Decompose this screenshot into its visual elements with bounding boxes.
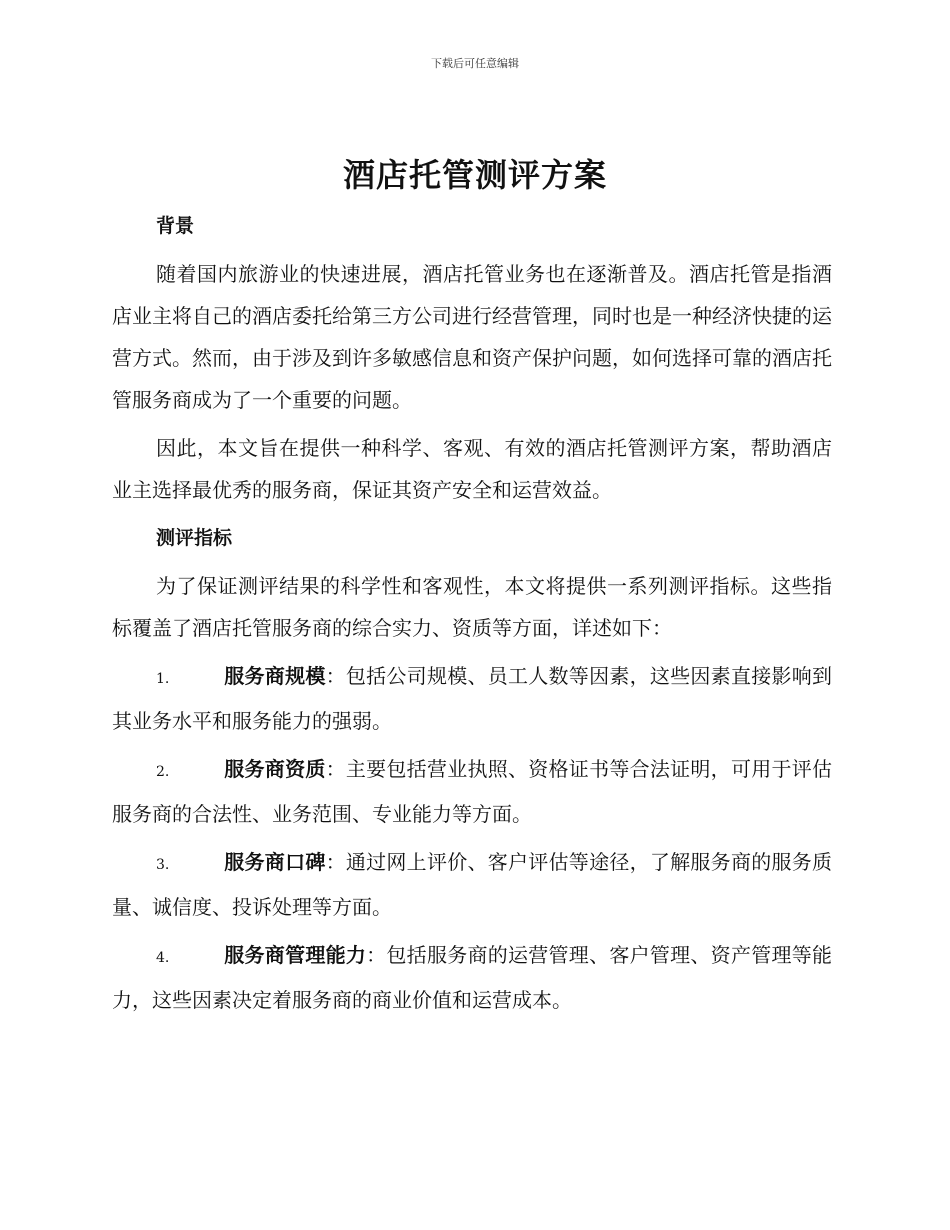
list-item [112, 841, 832, 928]
list-text: ：包括公司规模、员工人数等因素，这些因素直接影响到其业务水平和服务能力的强弱。 [112, 664, 833, 733]
list-number: 2. [156, 764, 170, 780]
paragraph: 因此，本文旨在提供一种科学、客观、有效的酒店托管测评方案，帮助酒店业主选择最优秀的服务商，保证其资产安全和运营效益。 [112, 436, 832, 502]
list-term: 服务商口碑 [224, 850, 326, 874]
page-title: 酒店托管测评方案 [342, 156, 607, 194]
list-item [112, 748, 832, 835]
paragraph: 随着国内旅游业的快速进展，酒店托管业务也在逐渐普及。酒店托管是指酒店业主将自己的酒店委托给第三方公司进行经营管理，同时也是一种经济快捷的运营方式。然而，由于涉及到许多敏感信息和资产保护问题，如何选择可靠的酒店托管服务商成为了一个重要的问题。 [112, 262, 832, 412]
section-heading-metrics: 测评指标 [156, 527, 233, 549]
list-number: 4. [156, 950, 170, 966]
header-note: 下载后可任意编辑 [431, 57, 519, 70]
document-body [112, 205, 832, 1027]
list-number: 3. [156, 857, 170, 873]
section-heading-background: 背景 [156, 215, 195, 237]
list-item [112, 655, 832, 742]
list-text: ：通过网上评价、客户评估等途径，了解服务商的服务质量、诚信度、投诉处理等方面。 [112, 850, 833, 919]
list-item [112, 934, 832, 1021]
list-number: 1. [156, 671, 170, 687]
list-text: ：包括服务商的运营管理、客户管理、资产管理等能力，这些因素决定着服务商的商业价值和运营成本。 [112, 943, 833, 1012]
list-term: 服务商资质 [224, 757, 326, 781]
list-term: 服务商规模 [224, 664, 326, 688]
paragraph: 为了保证测评结果的科学性和客观性，本文将提供一系列测评指标。这些指标覆盖了酒店托管服务商的综合实力、资质等方面，详述如下： [112, 574, 832, 640]
list-term: 服务商管理能力 [224, 943, 367, 967]
list-text: ：主要包括营业执照、资格证书等合法证明，可用于评估服务商的合法性、业务范围、专业能力等方面。 [112, 757, 833, 826]
